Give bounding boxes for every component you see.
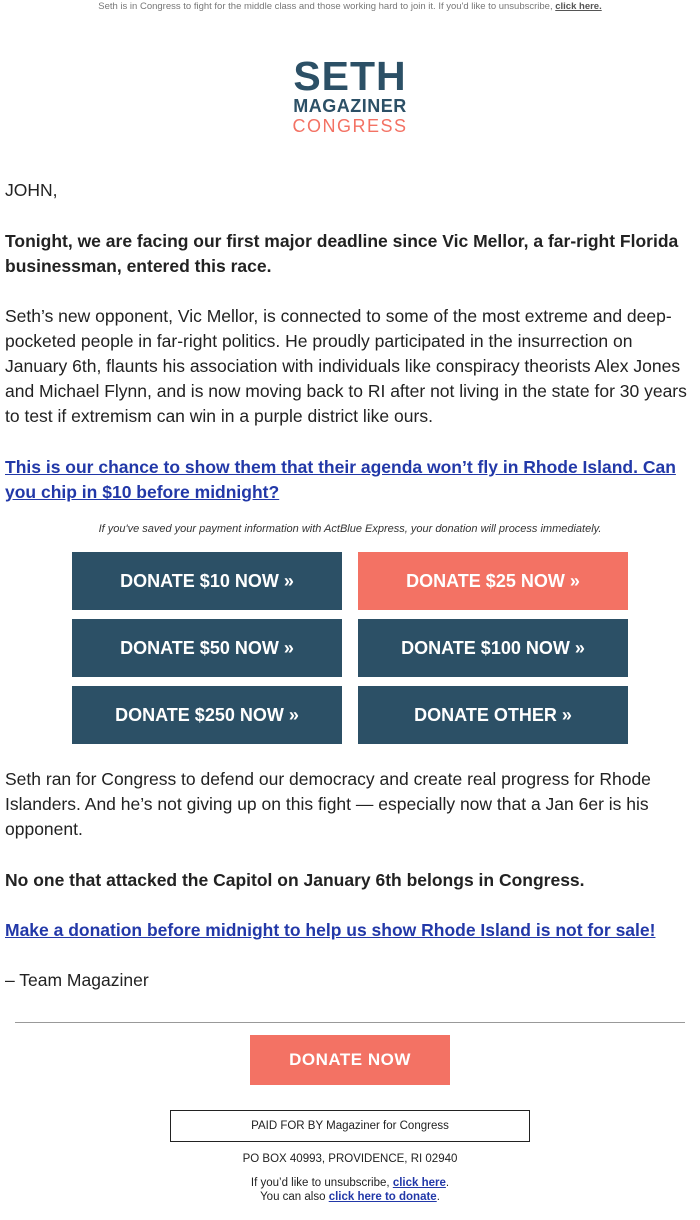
unsubscribe-text: If you’d like to unsubscribe, — [250, 1177, 390, 1189]
capitol-statement: No one that attacked the Capitol on January 6th belongs in Congress. — [5, 870, 585, 890]
donate-before-midnight-link[interactable]: Make a donation before midnight to help us show Rhode Island is not for sale! — [5, 920, 656, 940]
campaign-logo — [0, 53, 700, 136]
donate-10-button[interactable]: DONATE $10 NOW » — [72, 552, 342, 610]
donate-link-line — [0, 1190, 700, 1204]
greeting: JOHN, — [5, 180, 58, 200]
footer-donate-link[interactable]: click here to donate — [328, 1191, 437, 1203]
mailing-address: PO BOX 40993, PROVIDENCE, RI 02940 — [242, 1153, 458, 1165]
donate-250-button[interactable]: DONATE $250 NOW » — [72, 686, 342, 744]
preheader-text: Seth is in Congress to fight for the middle class and those working hard to join it. If you'd like to unsubscribe, — [98, 1, 553, 12]
cta-paragraph-2 — [5, 918, 695, 943]
chip-in-link[interactable]: This is our chance to show them that their agenda won’t fly in Rhode Island. Can you chip in $10 before midnight? — [5, 457, 676, 502]
footer-unsubscribe-link[interactable]: click here — [392, 1177, 446, 1189]
donate-now-button[interactable]: DONATE NOW — [250, 1035, 450, 1085]
also-text: You can also — [260, 1191, 326, 1203]
signoff: – Team Magaziner — [5, 970, 149, 990]
paid-for-disclaimer: PAID FOR BY Magaziner for Congress — [170, 1110, 530, 1142]
cta-paragraph — [5, 455, 695, 505]
donate-50-button[interactable]: DONATE $50 NOW » — [72, 619, 342, 677]
unsubscribe-period: . — [445, 1177, 450, 1189]
donate-period: . — [436, 1191, 440, 1203]
unsubscribe-line — [0, 1176, 700, 1190]
preheader-unsubscribe-link[interactable]: click here. — [555, 1, 602, 12]
donate-other-button[interactable]: DONATE OTHER » — [358, 686, 628, 744]
preheader — [0, 0, 700, 16]
donate-25-button[interactable]: DONATE $25 NOW » — [358, 552, 628, 610]
footer-divider — [15, 1022, 685, 1023]
logo-line-magaziner: MAGAZINER — [293, 96, 407, 116]
logo-line-congress: CONGRESS — [292, 116, 408, 136]
intro-paragraph: Tonight, we are facing our first major deadline since Vic Mellor, a far-right Florida businessman, entered this race. — [5, 231, 679, 276]
logo-line-seth: SETH — [293, 53, 407, 99]
opponent-paragraph: Seth’s new opponent, Vic Mellor, is connected to some of the most extreme and deep-pocketed people in far-right politics. He proudly participated in the insurrection on January 6th, flaunts his association with individuals like conspiracy theorists Alex Jones and Michael Flynn, and is now moving back to RI after not living in the state for 30 years to test if extremism can win in a purple district like ours. — [5, 306, 687, 426]
democracy-paragraph: Seth ran for Congress to defend our democracy and create real progress for Rhode Islanders. And he’s not giving up on this fight — especially now that a Jan 6er is his opponent. — [5, 769, 651, 839]
actblue-express-note: If you've saved your payment information with ActBlue Express, your donation will process immediately. — [98, 523, 602, 535]
donate-100-button[interactable]: DONATE $100 NOW » — [358, 619, 628, 677]
